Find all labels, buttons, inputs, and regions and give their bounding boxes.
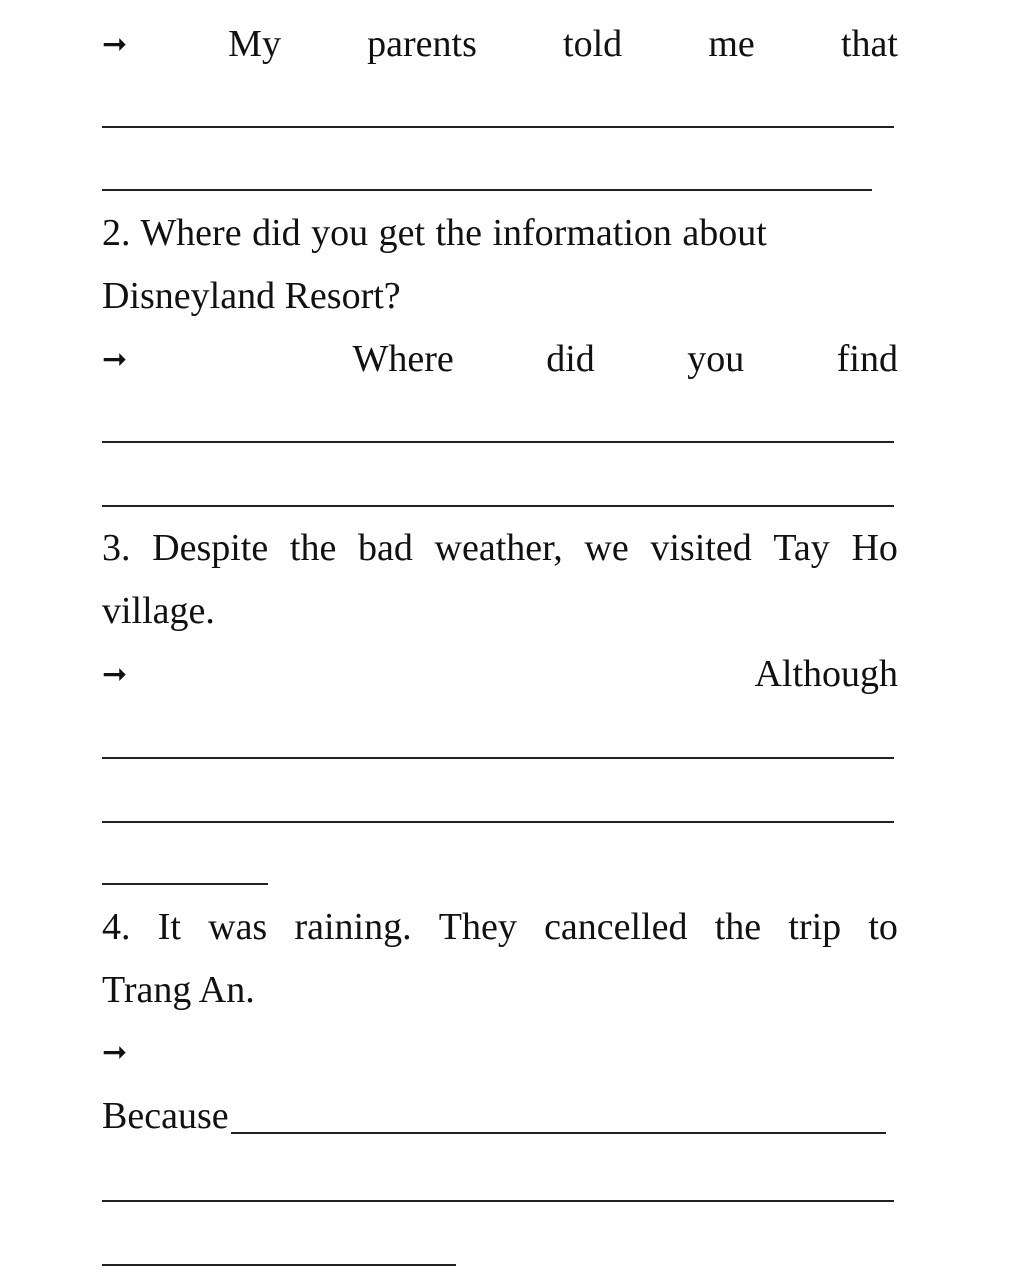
question-word: visited — [650, 527, 752, 569]
arrow-icon: ➞ — [102, 341, 128, 377]
question-word: bad — [357, 527, 413, 569]
question-word: They — [438, 906, 517, 948]
question-text: 2. Where did you get the information about — [102, 212, 767, 254]
q3-answer-line[interactable] — [102, 821, 894, 823]
question-word: cancelled — [544, 906, 688, 948]
question-text: Disneyland Resort? — [102, 275, 401, 317]
prompt-word: find — [836, 338, 898, 380]
question-word: was — [208, 906, 268, 948]
q4-answer-line[interactable] — [102, 1264, 456, 1266]
q1-answer-line[interactable] — [102, 189, 872, 191]
question-text: village. — [102, 590, 215, 632]
q2-question-line — [102, 266, 898, 326]
prompt-word: parents — [367, 23, 477, 65]
arrow-icon: ➞ — [102, 656, 128, 692]
prompt-word: Although — [754, 653, 898, 695]
q3-answer-line[interactable] — [102, 757, 894, 759]
prompt-word: My — [228, 23, 281, 65]
prompt-word: me — [708, 23, 755, 65]
question-word: to — [868, 906, 898, 948]
prompt-word: did — [546, 338, 595, 380]
question-word: 4. — [102, 906, 131, 948]
q3-answer-line[interactable] — [102, 883, 268, 885]
question-word: raining. — [294, 906, 412, 948]
q4-answer-prompt — [102, 1086, 886, 1146]
q3-answer-prompt — [102, 644, 898, 704]
q4-question-line — [102, 897, 898, 957]
arrow-icon: ➞ — [102, 26, 128, 62]
prompt-word: Because — [102, 1095, 229, 1137]
q2-answer-line[interactable] — [102, 441, 894, 443]
q2-question-line — [102, 203, 898, 263]
question-word: we — [584, 527, 629, 569]
question-word: weather, — [434, 527, 563, 569]
q4-arrow-row — [102, 1022, 898, 1082]
q2-answer-line[interactable] — [102, 505, 894, 507]
prompt-word: Where — [352, 338, 454, 380]
prompt-word: told — [563, 23, 623, 65]
question-word: Despite — [152, 527, 269, 569]
question-text: Trang An. — [102, 969, 255, 1011]
prompt-word: that — [840, 23, 898, 65]
question-word: the — [714, 906, 762, 948]
question-word: trip — [788, 906, 842, 948]
question-word: 3. — [102, 527, 131, 569]
prompt-word: you — [687, 338, 745, 380]
question-word: It — [157, 906, 181, 948]
arrow-icon: ➞ — [102, 1034, 128, 1070]
question-word: Tay — [773, 527, 830, 569]
q3-question-line — [102, 581, 898, 641]
q3-question-line — [102, 518, 898, 578]
q4-answer-blank[interactable] — [231, 1098, 886, 1134]
q1-answer-prompt — [102, 14, 898, 74]
q2-answer-prompt — [102, 329, 898, 389]
q4-answer-line[interactable] — [102, 1200, 894, 1202]
q4-question-line — [102, 960, 898, 1020]
question-word: Ho — [851, 527, 898, 569]
q1-answer-line[interactable] — [102, 126, 894, 128]
question-word: the — [289, 527, 337, 569]
